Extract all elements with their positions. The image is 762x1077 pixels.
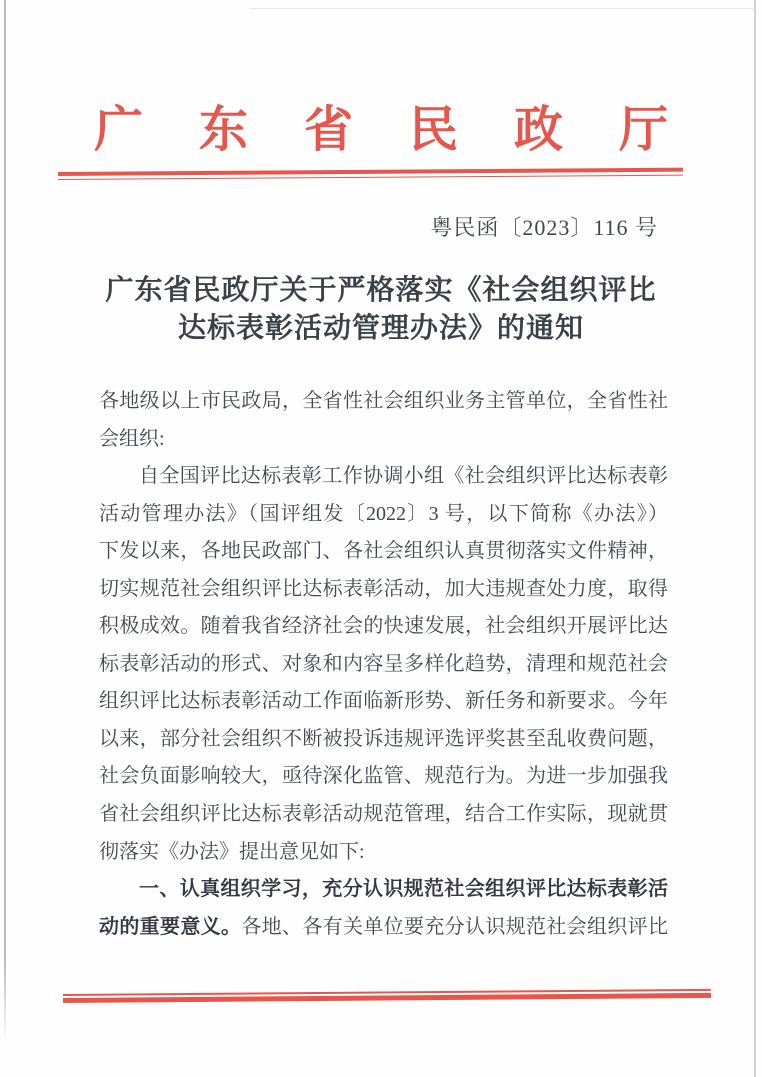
body-line bbox=[99, 421, 668, 459]
body-line bbox=[99, 909, 668, 947]
agency-masthead: 广东省民政厅 bbox=[93, 102, 724, 157]
document-body bbox=[99, 383, 668, 946]
body-line-text-segment: 下发以来，各地民政部门、各社会组织认真贯彻落实文件精神， bbox=[99, 540, 668, 563]
scan-edge-top bbox=[250, 8, 755, 9]
body-line bbox=[99, 683, 668, 721]
body-line-bold-segment: 一、认真组织学习，充分认识规范社会组织评比达标表彰活 bbox=[139, 878, 668, 901]
body-line-text-segment: 各地、各有关单位要充分认识规范社会组织评比 bbox=[241, 915, 669, 938]
document-title-line1: 广东省民政厅关于严格落实《社会组织评比 bbox=[105, 275, 657, 306]
body-line-text-segment: 组织评比达标表彰活动工作面临新形势、新任务和新要求。今年 bbox=[99, 690, 668, 713]
body-line-text-segment: 自全国评比达标表彰工作协调小组《社会组织评比达标表彰 bbox=[139, 465, 668, 488]
body-line-bold-segment: 动的重要意义。 bbox=[99, 915, 242, 938]
document-title bbox=[0, 272, 762, 348]
body-line-text-segment: 会组织: bbox=[99, 427, 165, 450]
body-line bbox=[99, 796, 668, 834]
document-title-line2: 达标表彰活动管理办法》的通知 bbox=[177, 313, 584, 344]
body-line-text-segment: 以来，部分社会组织不断被投诉违规评选评奖甚至乱收费问题， bbox=[99, 727, 668, 750]
body-line-text-segment: 积极成效。随着我省经济社会的快速发展，社会组织开展评比达 bbox=[99, 615, 668, 638]
body-line bbox=[99, 383, 668, 421]
body-line bbox=[99, 458, 668, 496]
body-line bbox=[99, 646, 668, 684]
body-line bbox=[99, 496, 668, 534]
body-line-text-segment: 标表彰活动的形式、对象和内容呈多样化趋势，清理和规范社会 bbox=[99, 652, 668, 675]
footer-divider bbox=[63, 989, 711, 1003]
body-line-text-segment: 活动管理办法》（国评组发〔2022〕3 号，以下简称《办法》） bbox=[99, 502, 668, 525]
body-line bbox=[99, 871, 668, 909]
body-line-text-segment: 省社会组织评比达标表彰活动规范管理，结合工作实际，现就贯 bbox=[99, 803, 668, 826]
masthead-divider bbox=[58, 168, 683, 180]
body-line bbox=[99, 834, 668, 872]
body-line bbox=[99, 533, 668, 571]
body-line-text-segment: 彻落实《办法》提出意见如下: bbox=[99, 840, 365, 863]
scan-edge-right bbox=[754, 0, 756, 1077]
body-line bbox=[99, 571, 668, 609]
body-line bbox=[99, 721, 668, 759]
body-line bbox=[99, 608, 668, 646]
body-line bbox=[99, 758, 668, 796]
body-line-text-segment: 社会负面影响较大，亟待深化监管、规范行为。为进一步加强我 bbox=[99, 765, 668, 788]
body-line-text-segment: 各地级以上市民政局，全省性社会组织业务主管单位，全省性社 bbox=[99, 390, 668, 412]
body-line-text-segment: 切实规范社会组织评比达标表彰活动，加大违规查处力度，取得 bbox=[99, 577, 668, 600]
document-number: 粤民函〔2023〕116 号 bbox=[430, 215, 658, 240]
